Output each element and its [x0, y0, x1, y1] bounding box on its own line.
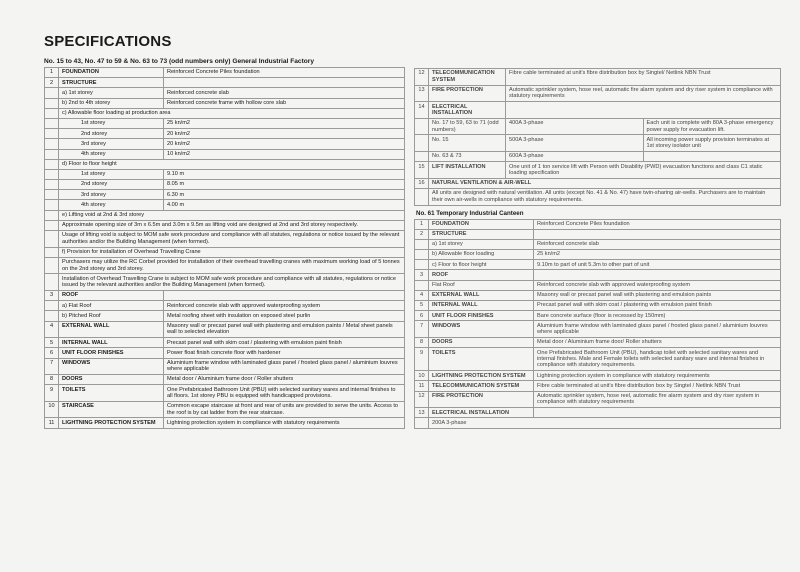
spec-label: No. 15	[429, 135, 506, 152]
spec-label: INTERNAL WALL	[59, 338, 164, 348]
spec-row	[45, 321, 405, 338]
spec-value: Each unit is complete with 80A 3-phase emergency power supply for evacuation lift.	[643, 118, 781, 135]
spec-label: a) 1st storey	[59, 88, 164, 98]
item-number: 14	[415, 102, 429, 119]
spec-label: WINDOWS	[59, 358, 164, 375]
spec-label: b) Pitched Roof	[59, 311, 164, 321]
spec-row	[415, 290, 781, 300]
spec-value: One Prefabricated Bathroom Unit (PBU), handicap toilet with selected sanitary wares and internal finishes. Male and Female toilets with selected sanitary ware and internal finishes in compliance with statutory requirements.	[534, 348, 781, 371]
spec-value: Reinforced concrete slab with approved waterproofing system	[164, 301, 405, 311]
spec-value: One unit of 1 ton service lift with Person with Disability (PWD) evacuation functions and class C1 static loading specification	[506, 162, 781, 179]
spec-row	[45, 159, 405, 169]
spec-row	[45, 108, 405, 118]
spec-label: FOUNDATION	[429, 219, 534, 229]
spec-value	[164, 290, 405, 300]
spec-value: Reinforced concrete slab	[164, 88, 405, 98]
item-number: 11	[415, 381, 429, 391]
spec-row	[45, 257, 405, 274]
spec-value: Fibre cable terminated at unit's fibre distribution box by Singtel / Netlink NBN Trust	[534, 381, 781, 391]
item-number: 10	[45, 401, 59, 418]
spec-value: Metal door / Aluminium frame door/ Roller shutters	[534, 338, 781, 348]
item-number	[45, 169, 59, 179]
spec-row	[45, 231, 405, 248]
spec-row	[415, 381, 781, 391]
spec-row	[45, 190, 405, 200]
spec-value: 10 kn/m2	[164, 149, 405, 159]
item-number	[45, 301, 59, 311]
spec-row	[415, 118, 781, 135]
spec-note: Purchasers may utilize the RC Corbel provided for installation of their overhead travelling cranes with maximum working load of 5 tonnes on the 2nd storey and 3rd storey.	[59, 257, 405, 274]
item-number	[415, 135, 429, 152]
canteen-spec-table	[414, 219, 781, 429]
spec-row	[45, 401, 405, 418]
spec-label: 3rd storey	[59, 190, 164, 200]
item-number	[45, 98, 59, 108]
spec-label: INTERNAL WALL	[429, 301, 534, 311]
spec-value: Aluminium frame window with laminated glass panel / frosted glass panel / aluminium louvres where applicable	[164, 358, 405, 375]
item-number: 15	[415, 162, 429, 179]
spec-label: a) 1st storey	[429, 239, 534, 249]
spec-value: Precast panel wall with skim coat / plastering with emulsion paint finish	[164, 338, 405, 348]
item-number: 6	[415, 311, 429, 321]
spec-label: b) 2nd to 4th storey	[59, 98, 164, 108]
spec-value: Power float finish concrete floor with hardener	[164, 348, 405, 358]
spec-row	[45, 358, 405, 375]
spec-row	[45, 78, 405, 88]
spec-label: DOORS	[429, 338, 534, 348]
spec-row	[45, 118, 405, 128]
spec-row	[45, 311, 405, 321]
spec-value: One Prefabricated Bathroom Unit (PBU) with selected sanitary wares and internal finishes to all floors. 1st storey PBU is equipped with handicapped provisions.	[164, 385, 405, 402]
spec-row	[45, 247, 405, 257]
spec-row	[415, 371, 781, 381]
spec-row	[415, 321, 781, 338]
item-number	[415, 118, 429, 135]
spec-value: 20 kn/m2	[164, 139, 405, 149]
spec-row	[45, 385, 405, 402]
spec-label: a) Flat Roof	[59, 301, 164, 311]
spec-value: Lightning protection system in compliance with statutory requirements	[164, 418, 405, 428]
item-number: 5	[415, 301, 429, 311]
item-number: 11	[45, 418, 59, 428]
spec-value: 25 kn/m2	[164, 118, 405, 128]
spec-value: All incoming power supply provision terminates at 1st storey isolator unit	[643, 135, 781, 152]
spec-label: No. 63 & 73	[429, 151, 506, 161]
spec-note: Usage of lifting void is subject to MOM safe work procedure and compliance with all statutes, regulations or notice issued by the relevant authorities and/or the Building Management (when formed).	[59, 231, 405, 248]
spec-label: FIRE PROTECTION	[429, 85, 506, 102]
spec-note: NATURAL VENTILATION & AIR-WELL	[429, 178, 781, 188]
item-number	[415, 188, 429, 205]
left-spec-table	[44, 67, 405, 429]
spec-label: LIGHTNING PROTECTION SYSTEM	[429, 371, 534, 381]
spec-supply: 600A 3-phase	[506, 151, 644, 161]
spec-supply: 400A 3-phase	[506, 118, 644, 135]
spec-value: Aluminium frame window with laminated glass panel / frosted glass panel / aluminium louvres where applicable	[534, 321, 781, 338]
left-section-heading: No. 15 to 43, No. 47 to 59 & No. 63 to 73 (odd numbers only) General Industrial Factory	[44, 58, 315, 65]
spec-row	[415, 338, 781, 348]
item-number	[415, 250, 429, 260]
spec-row	[415, 69, 781, 86]
item-number	[415, 280, 429, 290]
item-number: 13	[415, 408, 429, 418]
item-number	[45, 311, 59, 321]
spec-row	[45, 68, 405, 78]
spec-row	[415, 151, 781, 161]
spec-row	[415, 85, 781, 102]
spec-value: 4.00 m	[164, 200, 405, 210]
spec-row	[45, 139, 405, 149]
spec-value: Metal door / Aluminium frame door / Roller shutters	[164, 375, 405, 385]
item-number	[45, 88, 59, 98]
spec-label: Flat Roof	[429, 280, 534, 290]
spec-value: Reinforced concrete slab with approved waterproofing system	[534, 280, 781, 290]
spec-value: Lightning protection system in compliance with statutory requirements	[534, 371, 781, 381]
spec-value: Masonry wall or precast panel wall with plastering and emulsion paints	[534, 290, 781, 300]
spec-label: STRUCTURE	[59, 78, 164, 88]
spec-supply: 500A 3-phase	[506, 135, 644, 152]
spec-label: STAIRCASE	[59, 401, 164, 418]
spec-row	[415, 250, 781, 260]
right-spec-table-top	[414, 68, 781, 206]
item-number	[415, 239, 429, 249]
spec-row	[415, 311, 781, 321]
spec-label: EXTERNAL WALL	[59, 321, 164, 338]
spec-label: DOORS	[59, 375, 164, 385]
spec-row	[415, 229, 781, 239]
spec-row	[415, 162, 781, 179]
spec-label: 3rd storey	[59, 139, 164, 149]
spec-row	[415, 408, 781, 418]
spec-value: Common escape staircase at front and rear of units are provided to serve the units. Access to the roof is by cat ladder from the rear staircase.	[164, 401, 405, 418]
item-number	[45, 129, 59, 139]
item-number: 3	[415, 270, 429, 280]
item-number: 13	[415, 85, 429, 102]
spec-label: TOILETS	[429, 348, 534, 371]
spec-row	[45, 338, 405, 348]
item-number	[45, 190, 59, 200]
item-number	[45, 274, 59, 291]
item-number	[45, 220, 59, 230]
item-number	[45, 257, 59, 274]
item-number	[415, 260, 429, 270]
spec-row	[415, 178, 781, 188]
item-number: 12	[415, 69, 429, 86]
spec-value: Precast panel wall with skim coat / plastering with emulsion paint finish	[534, 301, 781, 311]
spec-row	[45, 169, 405, 179]
spec-row	[415, 418, 781, 428]
spec-row	[45, 98, 405, 108]
spec-row	[45, 375, 405, 385]
item-number	[45, 149, 59, 159]
spec-row	[45, 200, 405, 210]
left-column	[44, 58, 405, 429]
spec-label: ELECTRICAL INSTALLATION	[429, 408, 534, 418]
spec-row	[45, 348, 405, 358]
item-number: 7	[45, 358, 59, 375]
item-number	[45, 180, 59, 190]
spec-note: c) Allowable floor loading at production area	[59, 108, 405, 118]
spec-label: 4th storey	[59, 149, 164, 159]
spec-note: f) Provision for installation of Overhead Travelling Crane	[59, 247, 405, 257]
spec-row	[415, 301, 781, 311]
item-number	[45, 231, 59, 248]
spec-value: Bare concrete surface (floor is recessed by 150mm)	[534, 311, 781, 321]
spec-row	[45, 210, 405, 220]
item-number: 9	[45, 385, 59, 402]
spec-row	[415, 270, 781, 280]
item-number: 7	[415, 321, 429, 338]
spec-label: STRUCTURE	[429, 229, 534, 239]
spec-note: e) Lifting void at 2nd & 3rd storey	[59, 210, 405, 220]
spec-value	[534, 229, 781, 239]
item-number	[45, 108, 59, 118]
spec-value	[643, 151, 781, 161]
spec-row	[45, 290, 405, 300]
spec-row	[415, 239, 781, 249]
spec-label: WINDOWS	[429, 321, 534, 338]
spec-value	[534, 270, 781, 280]
item-number	[45, 200, 59, 210]
spec-row	[45, 88, 405, 98]
spec-row	[45, 180, 405, 190]
spec-label: c) Floor to floor height	[429, 260, 534, 270]
item-number	[415, 418, 429, 428]
spec-value: Reinforced concrete frame with hollow core slab	[164, 98, 405, 108]
spec-label: ROOF	[59, 290, 164, 300]
spec-note: Installation of Overhead Travelling Crane is subject to MOM safe work procedure and compliance with all statutes, regulations or notice issued by the relevant authorities and/or the Building Management (when formed).	[59, 274, 405, 291]
spec-row	[45, 220, 405, 230]
spec-note: d) Floor to floor height	[59, 159, 405, 169]
item-number: 5	[45, 338, 59, 348]
item-number: 6	[45, 348, 59, 358]
spec-label: 2nd storey	[59, 180, 164, 190]
spec-value	[506, 102, 781, 119]
spec-row	[45, 274, 405, 291]
spec-label: EXTERNAL WALL	[429, 290, 534, 300]
item-number	[45, 247, 59, 257]
spec-row	[415, 102, 781, 119]
item-number: 12	[415, 391, 429, 408]
spec-note: Approximate opening size of 3m x 6.5m and 3.0m x 9.5m as lifting void are designed at 2nd and 3rd storey respectively.	[59, 220, 405, 230]
spec-row	[415, 348, 781, 371]
item-number	[45, 210, 59, 220]
spec-label: ROOF	[429, 270, 534, 280]
spec-row	[415, 219, 781, 229]
spec-label: TELECOMMUNICATION SYSTEM	[429, 69, 506, 86]
spec-label: LIFT INSTALLATION	[429, 162, 506, 179]
spec-row	[45, 301, 405, 311]
item-number	[45, 159, 59, 169]
item-number: 3	[45, 290, 59, 300]
spec-label: TELECOMMUNICATION SYSTEM	[429, 381, 534, 391]
spec-label: ELECTRICAL INSTALLATION	[429, 102, 506, 119]
spec-row	[415, 391, 781, 408]
spec-value: Reinforced Concrete Piles foundation	[534, 219, 781, 229]
spec-label: 2nd storey	[59, 129, 164, 139]
spec-label: UNIT FLOOR FINISHES	[429, 311, 534, 321]
item-number: 1	[45, 68, 59, 78]
spec-row	[415, 280, 781, 290]
spec-label: No. 17 to 59, 63 to 71 (odd numbers)	[429, 118, 506, 135]
spec-note: All units are designed with natural ventilation. All units (except No. 41 & No. 47) have twin-sharing air-wells. Purchasers are to maintain their own air-wells in compliance with statutory requirements.	[429, 188, 781, 205]
spec-value	[164, 78, 405, 88]
spec-note: 200A 3-phase	[429, 418, 781, 428]
spec-label: b) Allowable floor loading	[429, 250, 534, 260]
item-number: 2	[415, 229, 429, 239]
spec-label: 1st storey	[59, 118, 164, 128]
item-number: 1	[415, 219, 429, 229]
spec-value: 9.10m to part of unit 5.3m to other part of unit	[534, 260, 781, 270]
item-number	[415, 151, 429, 161]
item-number: 8	[415, 338, 429, 348]
spec-label: TOILETS	[59, 385, 164, 402]
item-number	[45, 139, 59, 149]
spec-value: Reinforced concrete slab	[534, 239, 781, 249]
canteen-section-heading: No. 61 Temporary Industrial Canteen	[416, 209, 524, 217]
spec-value: Reinforced Concrete Piles foundation	[164, 68, 405, 78]
spec-value	[534, 408, 781, 418]
item-number: 10	[415, 371, 429, 381]
spec-label: FOUNDATION	[59, 68, 164, 78]
item-number	[45, 118, 59, 128]
item-number: 16	[415, 178, 429, 188]
item-number: 4	[415, 290, 429, 300]
spec-value: 8.05 m	[164, 180, 405, 190]
spec-row	[415, 135, 781, 152]
spec-row	[415, 260, 781, 270]
spec-label: 4th storey	[59, 200, 164, 210]
spec-label: LIGHTNING PROTECTION SYSTEM	[59, 418, 164, 428]
spec-value: Fibre cable terminated at unit's fibre distribution box by Singtel/ Netlink NBN Trust	[506, 69, 781, 86]
spec-row	[45, 129, 405, 139]
right-column	[414, 68, 781, 429]
item-number: 4	[45, 321, 59, 338]
spec-value: 20 kn/m2	[164, 129, 405, 139]
page-title: SPECIFICATIONS	[44, 33, 172, 50]
item-number: 9	[415, 348, 429, 371]
spec-value: 9.10 m	[164, 169, 405, 179]
spec-value: Automatic sprinkler system, hose reel, automatic fire alarm system and dry riser system in compliance with statutory requirements	[506, 85, 781, 102]
spec-value: 25 kn/m2	[534, 250, 781, 260]
spec-label: 1st storey	[59, 169, 164, 179]
spec-value: 6.30 m	[164, 190, 405, 200]
spec-row	[415, 188, 781, 205]
spec-value: Metal roofing sheet with insulation on exposed steel purlin	[164, 311, 405, 321]
spec-label: UNIT FLOOR FINISHES	[59, 348, 164, 358]
spec-value: Automatic sprinkler system, hose reel, automatic fire alarm system and dry riser system in compliance with statutory requirements	[534, 391, 781, 408]
spec-row	[45, 149, 405, 159]
item-number: 2	[45, 78, 59, 88]
spec-row	[45, 418, 405, 428]
item-number: 8	[45, 375, 59, 385]
spec-label: FIRE PROTECTION	[429, 391, 534, 408]
spec-value: Masonry wall or precast panel wall with plastering and emulsion paints / Metal sheet panels wall to selected elevation	[164, 321, 405, 338]
